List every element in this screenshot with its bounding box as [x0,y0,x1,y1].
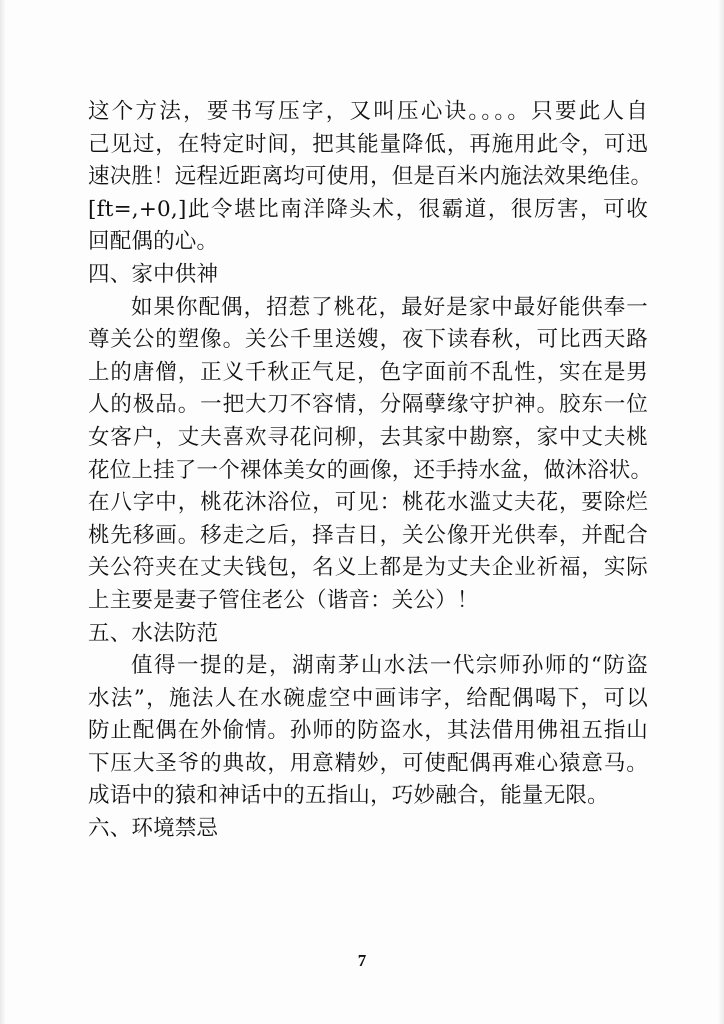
text-line: 上主要是妻子管住老公（谐音：关公）！ [88,587,479,613]
scan-edge-right [718,0,724,1024]
text-line: 回配偶的心。 [88,229,219,255]
text-line: 下压大圣爷的典故，用意精妙，可使配偶再难心猿意马。 [88,750,648,776]
text-line: 桃先移画。移走之后，择吉日，关公像开光供奉，并配合 [88,522,648,548]
section-heading: 四、家中供神 [88,261,219,287]
section-heading: 六、环境禁忌 [88,816,219,842]
text-line: 成语中的猿和神话中的五指山，巧妙融合，能量无限。 [88,783,609,809]
text-line: 关公符夹在丈夫钱包，名义上都是为丈夫企业祈福，实际 [88,555,648,581]
body-text [88,96,653,846]
text-line: [ft=,+0,]此令堪比南洋降头术，很霸道，很厉害，可收 [88,196,648,222]
scan-edge-left [0,0,6,1024]
text-line: 尊关公的塑像。关公千里送嫂，夜下读春秋，可比西天路 [88,327,648,353]
text-line: 值得一提的是，湖南茅山水法一代宗师孙师的“防盗 [131,653,648,679]
text-line: 人的极品。一把大刀不容情，分隔孽缘守护神。胶东一位 [88,392,648,418]
text-line: 如果你配偶，招惹了桃花，最好是家中最好能供奉一 [131,294,648,320]
text-line: 这个方法，要书写压字，又叫压心诀。。。。只要此人自 [88,99,648,124]
text-line: 上的唐僧，正义千秋正气足，色字面前不乱性，实在是男 [88,359,648,385]
text-line: 速决胜！远程近距离均可使用，但是百米内施法效果绝佳。 [88,164,653,190]
page-number: 7 [357,951,367,970]
text-line: 在八字中，桃花沐浴位，可见：桃花水滥丈夫花，要除烂 [88,490,648,516]
text-line: 花位上挂了一个裸体美女的画像，还手持水盆，做沐浴状。 [88,457,653,483]
text-line: 己见过，在特定时间，把其能量降低，再施用此令，可迅 [88,131,648,157]
section-heading: 五、水法防范 [88,620,219,646]
text-line: 防止配偶在外偷情。孙师的防盗水，其法借用佛祖五指山 [88,718,648,744]
text-line: 女客户，丈夫喜欢寻花问柳，去其家中勘察，家中丈夫桃 [88,424,648,450]
text-line: 水法”，施法人在水碗虚空中画讳字，给配偶喝下，可以 [88,685,648,711]
